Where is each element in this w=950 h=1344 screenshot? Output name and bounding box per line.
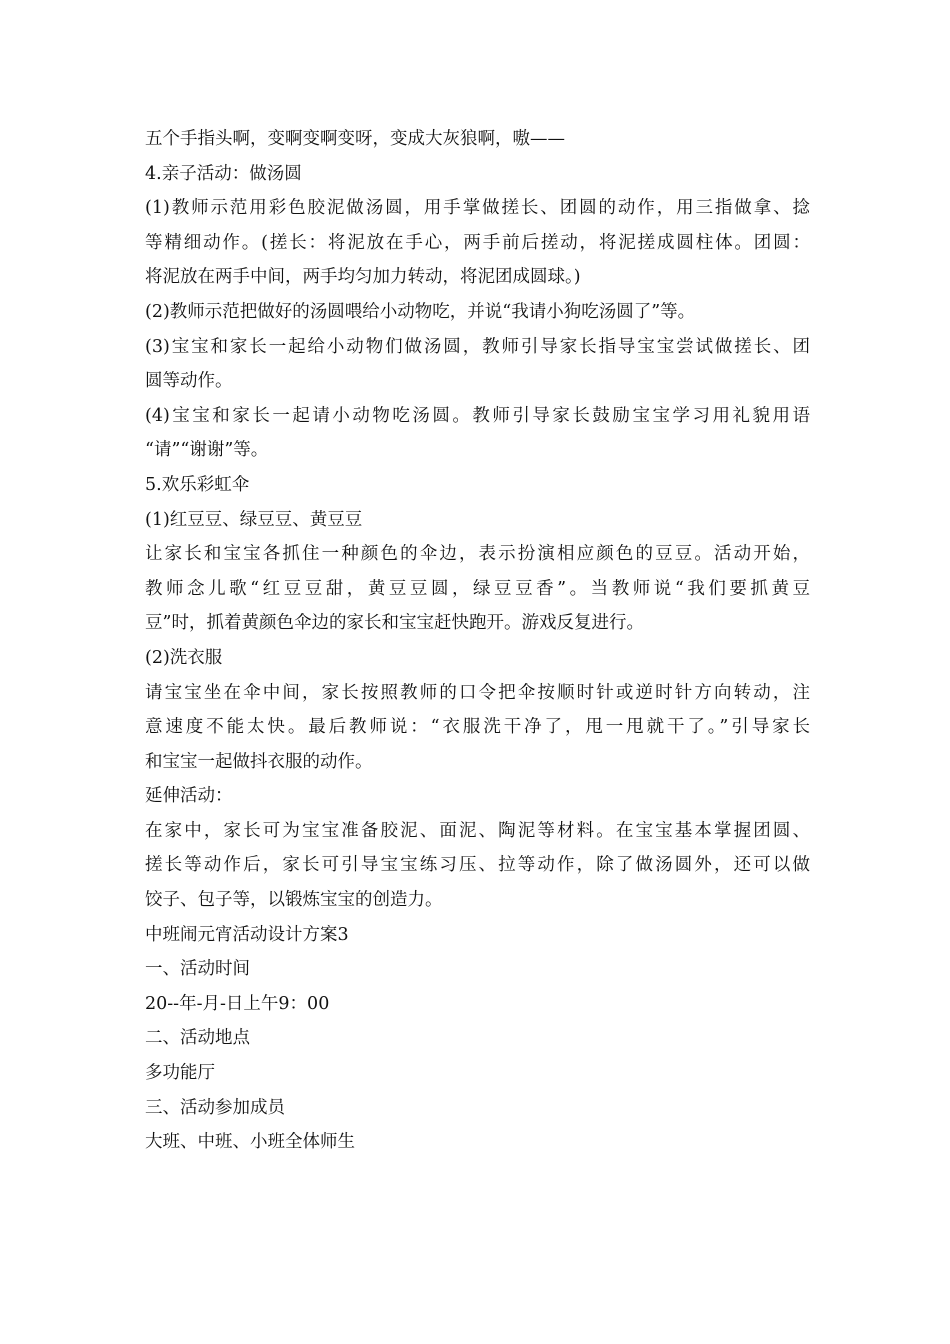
text-line: 在家中，家长可为宝宝准备胶泥、面泥、陶泥等材料。在宝宝基本掌握团圆、 xyxy=(145,820,810,841)
text-line: 圆等动作。 xyxy=(145,371,233,392)
text-line: 五个手指头啊，变啊变啊变呀，变成大灰狼啊，嗷—— xyxy=(145,129,565,149)
text-line: 20--年-月-日上午9：00 xyxy=(145,993,330,1014)
text-line: 和宝宝一起做抖衣服的动作。 xyxy=(145,751,373,772)
section-heading: 二、活动地点 xyxy=(145,1028,250,1049)
text-line: 教师念儿歌“红豆豆甜，黄豆豆圆，绿豆豆香”。当教师说“我们要抓黄豆 xyxy=(145,578,810,599)
document-title: 中班闹元宵活动设计方案3 xyxy=(145,924,349,945)
section-heading: 延伸活动： xyxy=(145,786,233,807)
text-line: 大班、中班、小班全体师生 xyxy=(145,1132,355,1153)
text-line: 搓长等动作后，家长可引导宝宝练习压、拉等动作，除了做汤圆外，还可以做 xyxy=(145,855,810,876)
document-body xyxy=(145,122,810,1160)
subsection-heading: (2)洗衣服 xyxy=(145,647,223,668)
section-heading: 5.欢乐彩虹伞 xyxy=(145,474,250,495)
text-line: (1)教师示范用彩色胶泥做汤圆，用手掌做搓长、团圆的动作，用三指做拿、捻 xyxy=(145,198,810,219)
text-line: 饺子、包子等，以锻炼宝宝的创造力。 xyxy=(145,890,443,911)
text-line: 多功能厅 xyxy=(145,1063,215,1084)
text-line: (2)教师示范把做好的汤圆喂给小动物吃，并说“我请小狗吃汤圆了”等。 xyxy=(145,301,696,322)
text-line: 豆”时，抓着黄颜色伞边的家长和宝宝赶快跑开。游戏反复进行。 xyxy=(145,613,644,634)
text-line: (3)宝宝和家长一起给小动物们做汤圆，教师引导家长指导宝宝尝试做搓长、团 xyxy=(145,336,810,357)
text-line: 将泥放在两手中间，两手均匀加力转动，将泥团成圆球。) xyxy=(145,267,581,288)
text-line: 意速度不能太快。最后教师说：“衣服洗干净了，甩一甩就干了。”引导家长 xyxy=(145,717,810,738)
section-heading: 三、活动参加成员 xyxy=(145,1097,285,1118)
subsection-heading: (1)红豆豆、绿豆豆、黄豆豆 xyxy=(145,509,363,530)
text-line: “请”“谢谢”等。 xyxy=(145,440,269,461)
section-heading: 一、活动时间 xyxy=(145,959,250,980)
section-heading: 4.亲子活动：做汤圆 xyxy=(145,163,302,184)
text-line: 请宝宝坐在伞中间，家长按照教师的口令把伞按顺时针或逆时针方向转动，注 xyxy=(145,682,810,703)
text-line: 等精细动作。(搓长：将泥放在手心，两手前后搓动，将泥搓成圆柱体。团圆： xyxy=(145,232,810,253)
text-line: 让家长和宝宝各抓住一种颜色的伞边，表示扮演相应颜色的豆豆。活动开始， xyxy=(145,544,810,565)
text-line: (4)宝宝和家长一起请小动物吃汤圆。教师引导家长鼓励宝宝学习用礼貌用语 xyxy=(145,405,810,426)
